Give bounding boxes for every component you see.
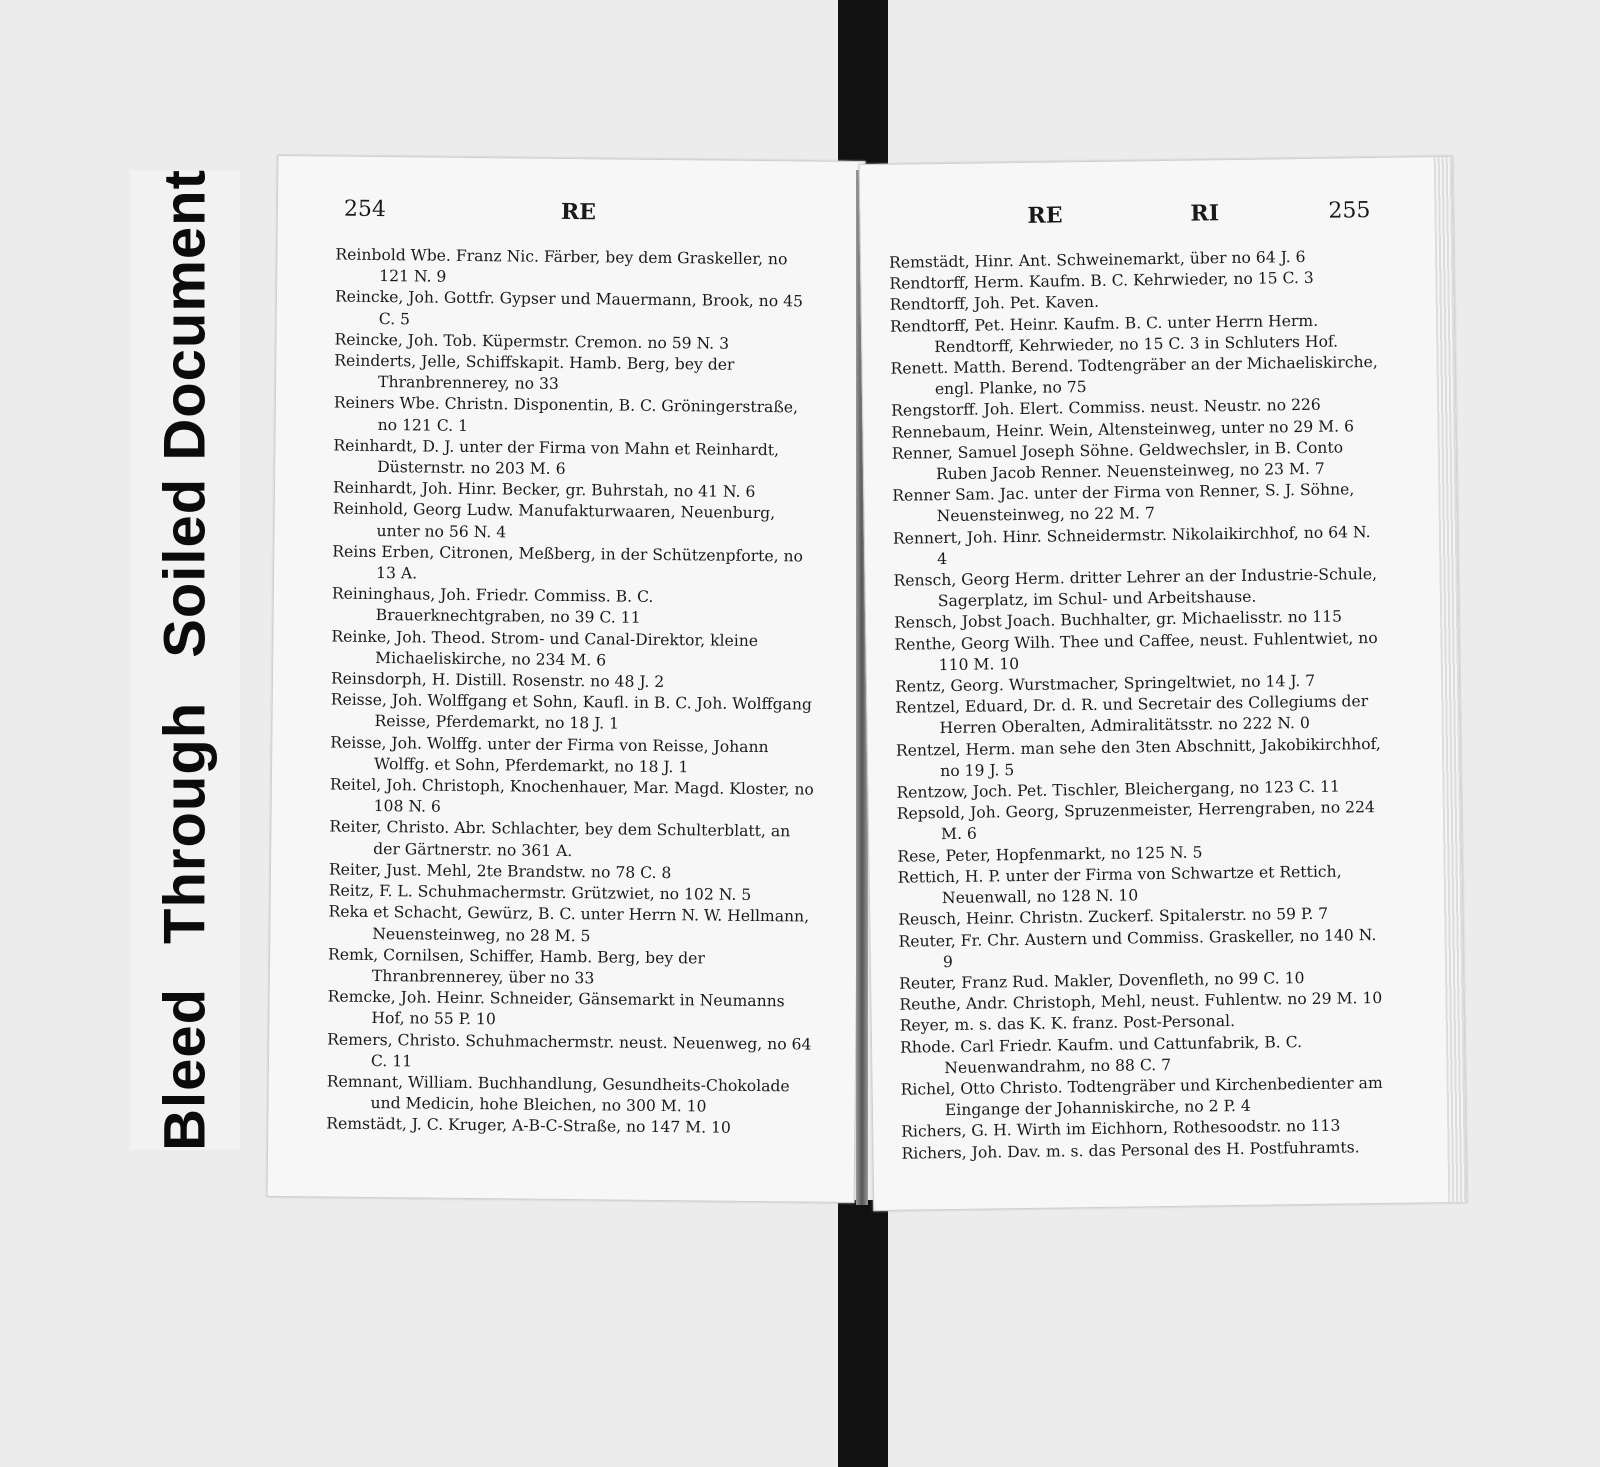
label-word-bleed: Bleed xyxy=(152,987,218,1151)
directory-entry: Reuter, Fr. Chr. Austern und Commiss. Graskeller, no 140 N. 9 xyxy=(898,925,1377,971)
directory-entry: Reinhardt, Joh. Hinr. Becker, gr. Buhrstah, no 41 N. 6 xyxy=(332,478,756,502)
label-word-soiled-document: Soiled Document xyxy=(152,169,218,658)
directory-entry: Renthe, Georg Wilh. Thee und Caffee, neust. Fuhlentwiet, no 110 M. 10 xyxy=(894,628,1378,674)
condition-label-text xyxy=(152,147,219,1173)
binding-strip-top xyxy=(838,0,888,170)
directory-entry: Repsold, Joh. Georg, Spruzenmeister, Herrengraben, no 224 M. 6 xyxy=(896,798,1375,844)
directory-entry: Richers, Joh. Dav. m. s. das Personal des H. Postfuhramts. xyxy=(901,1137,1360,1163)
right-page-number: 255 xyxy=(1328,198,1371,224)
directory-entry: Richers, G. H. Wirth im Eichhorn, Rothesoodstr. no 113 xyxy=(901,1116,1341,1142)
directory-entry: Remnant, William. Buchhandlung, Gesundheits-Chokolade und Medicin, hohe Bleichen, no 300 M. 10 xyxy=(326,1072,790,1116)
right-entry-list xyxy=(889,246,1390,1164)
directory-entry: Renett. Matth. Berend. Todtengräber an der Michaeliskirche, engl. Planke, no 75 xyxy=(890,352,1378,399)
left-page xyxy=(267,155,866,1203)
right-page xyxy=(859,156,1468,1211)
directory-entry: Remcke, Joh. Heinr. Schneider, Gänsemarkt in Neumanns Hof, no 55 P. 10 xyxy=(327,987,785,1029)
left-running-header: RE xyxy=(560,198,597,226)
condition-label xyxy=(130,170,240,1150)
binding-strip-bottom xyxy=(838,1200,888,1467)
directory-entry: Reka et Schacht, Gewürz, B. C. unter Herrn N. W. Hellmann, Neuensteinweg, no 28 M. 5 xyxy=(328,902,810,945)
directory-entry: Reiter, Christo. Abr. Schlachter, bey dem Schulterblatt, an der Gärtnerstr. no 361 A. xyxy=(329,818,791,860)
directory-entry: Reyer, m. s. das K. K. franz. Post-Personal. xyxy=(899,1012,1236,1036)
directory-entry: Rentzel, Herm. man sehe den 3ten Abschnitt, Jakobikirchhof, no 19 J. 5 xyxy=(895,734,1381,780)
directory-entry: Rennebaum, Heinr. Wein, Altensteinweg, unter no 29 M. 6 xyxy=(891,416,1355,442)
directory-entry: Reusch, Heinr. Christn. Zuckerf. Spitalerstr. no 59 P. 7 xyxy=(898,905,1329,930)
directory-entry: Rettich, H. P. unter der Firma von Schwartze et Rettich, Neuenwall, no 128 N. 10 xyxy=(897,862,1342,908)
directory-entry: Rentzel, Eduard, Dr. d. R. und Secretair des Collegiums der Herren Oberalten, Admiralitätsstr. no 222 N. 0 xyxy=(895,692,1369,738)
directory-entry: Reincke, Joh. Tob. Küpermstr. Cremon. no 59 N. 3 xyxy=(334,330,730,353)
directory-entry: Rendtorff, Pet. Heinr. Kaufm. B. C. unter Herrn Herm. Rendtorff, Kehrwieder, no 15 C. 3 in Schluters Hof. xyxy=(889,311,1339,356)
directory-entry: Rentzow, Joch. Pet. Tischler, Bleichergang, no 123 C. 11 xyxy=(896,777,1341,802)
directory-entry: Rensch, Jobst Joach. Buchhalter, gr. Michaelisstr. no 115 xyxy=(894,607,1343,633)
directory-entry: Rendtorff, Joh. Pet. Kaven. xyxy=(889,293,1100,315)
directory-entry: Rendtorff, Herm. Kaufm. B. C. Kehrwieder, no 15 C. 3 xyxy=(889,269,1314,293)
directory-entry: Reinderts, Jelle, Schiffskapit. Hamb. Berg, bey der Thranbrennerey, no 33 xyxy=(334,351,735,394)
directory-entry: Reisse, Joh. Wolffgang et Sohn, Kaufl. in B. C. Joh. Wolffgang Reisse, Pferdemarkt, no 18 J. 1 xyxy=(330,690,813,734)
directory-entry: Remers, Christo. Schuhmachermstr. neust. Neuenweg, no 64 C. 11 xyxy=(327,1030,812,1071)
left-entry-list xyxy=(326,245,821,1141)
directory-entry: Reinke, Joh. Theod. Strom- und Canal-Direktor, kleine Michaeliskirche, no 234 M. 6 xyxy=(331,627,759,670)
directory-entry: Reinbold Wbe. Franz Nic. Färber, bey dem Graskeller, no 121 N. 9 xyxy=(335,245,788,286)
directory-entry: Reinhold, Georg Ludw. Manufakturwaaren, Neuenburg, unter no 56 N. 4 xyxy=(332,499,776,542)
directory-entry: Renner, Samuel Joseph Söhne. Geldwechsler, in B. Conto Ruben Jacob Renner. Neuensteinweg, no 23 M. 7 xyxy=(891,438,1344,484)
right-running-header-left: RE xyxy=(1027,202,1063,229)
left-page-number: 254 xyxy=(343,196,387,223)
directory-entry: Reuter, Franz Rud. Makler, Dovenfleth, no 99 C. 10 xyxy=(899,968,1305,993)
directory-entry: Reitz, F. L. Schuhmachermstr. Grützwiet, no 102 N. 5 xyxy=(328,881,752,905)
directory-entry: Rennert, Joh. Hinr. Schneidermstr. Nikolaikirchhof, no 64 N. 4 xyxy=(892,522,1371,568)
directory-entry: Reisse, Joh. Wolffg. unter der Firma von Reisse, Johann Wolffg. et Sohn, Pferdemarkt, no 18 J. 1 xyxy=(330,733,769,777)
directory-entry: Remstädt, J. C. Kruger, A-B-C-Straße, no 147 M. 10 xyxy=(326,1114,731,1138)
directory-entry: Rengstorff. Joh. Elert. Commiss. neust. Neustr. no 226 xyxy=(891,396,1321,421)
directory-entry: Remk, Cornilsen, Schiffer, Hamb. Berg, bey der Thranbrennerey, über no 33 xyxy=(328,945,705,988)
directory-entry: Rentz, Georg. Wurstmacher, Springeltwiet, no 14 J. 7 xyxy=(894,671,1316,696)
directory-entry: Rhode. Carl Friedr. Kaufm. und Cattunfabrik, B. C. Neuenwandrahm, no 88 C. 7 xyxy=(899,1032,1303,1077)
directory-entry: Rensch, Georg Herm. dritter Lehrer an der Industrie-Schule, Sagerplatz, im Schul- und Arbeitshause. xyxy=(893,565,1378,611)
directory-entry: Reuthe, Andr. Christoph, Mehl, neust. Fuhlentw. no 29 M. 10 xyxy=(899,989,1383,1014)
directory-entry: Reiners Wbe. Christn. Disponentin, B. C. Gröningerstraße, no 121 C. 1 xyxy=(333,393,799,435)
directory-entry: Reitel, Joh. Christoph, Knochenhauer, Mar. Magd. Kloster, no 108 N. 6 xyxy=(329,775,814,816)
directory-entry: Reiter, Just. Mehl, 2te Brandstw. no 78 C. 8 xyxy=(328,860,672,883)
right-running-header-right: RI xyxy=(1190,200,1220,227)
directory-entry: Reininghaus, Joh. Friedr. Commiss. B. C. Brauerknechtgraben, no 39 C. 11 xyxy=(331,584,654,628)
directory-entry: Reinhardt, D. J. unter der Firma von Mahn et Reinhardt, Düsternstr. no 203 M. 6 xyxy=(333,436,780,479)
directory-entry: Reincke, Joh. Gottfr. Gypser und Mauermann, Brook, no 45 C. 5 xyxy=(334,287,804,328)
directory-entry: Rese, Peter, Hopfenmarkt, no 125 N. 5 xyxy=(897,843,1203,866)
directory-entry: Richel, Otto Christo. Todtengräber und Kirchenbedienter am Eingange der Johanniskirche, no 2 P. 4 xyxy=(900,1073,1383,1120)
directory-entry: Remstädt, Hinr. Ant. Schweinemarkt, über no 64 J. 6 xyxy=(888,247,1306,272)
directory-entry: Reinsdorph, H. Distill. Rosenstr. no 48 J. 2 xyxy=(330,669,665,692)
directory-entry: Renner Sam. Jac. unter der Firma von Renner, S. J. Söhne, Neuensteinweg, no 22 M. 7 xyxy=(892,480,1355,526)
label-word-through: Through xyxy=(152,701,218,944)
directory-entry: Reins Erben, Citronen, Meßberg, in der Schützenpforte, no 13 A. xyxy=(332,542,804,583)
